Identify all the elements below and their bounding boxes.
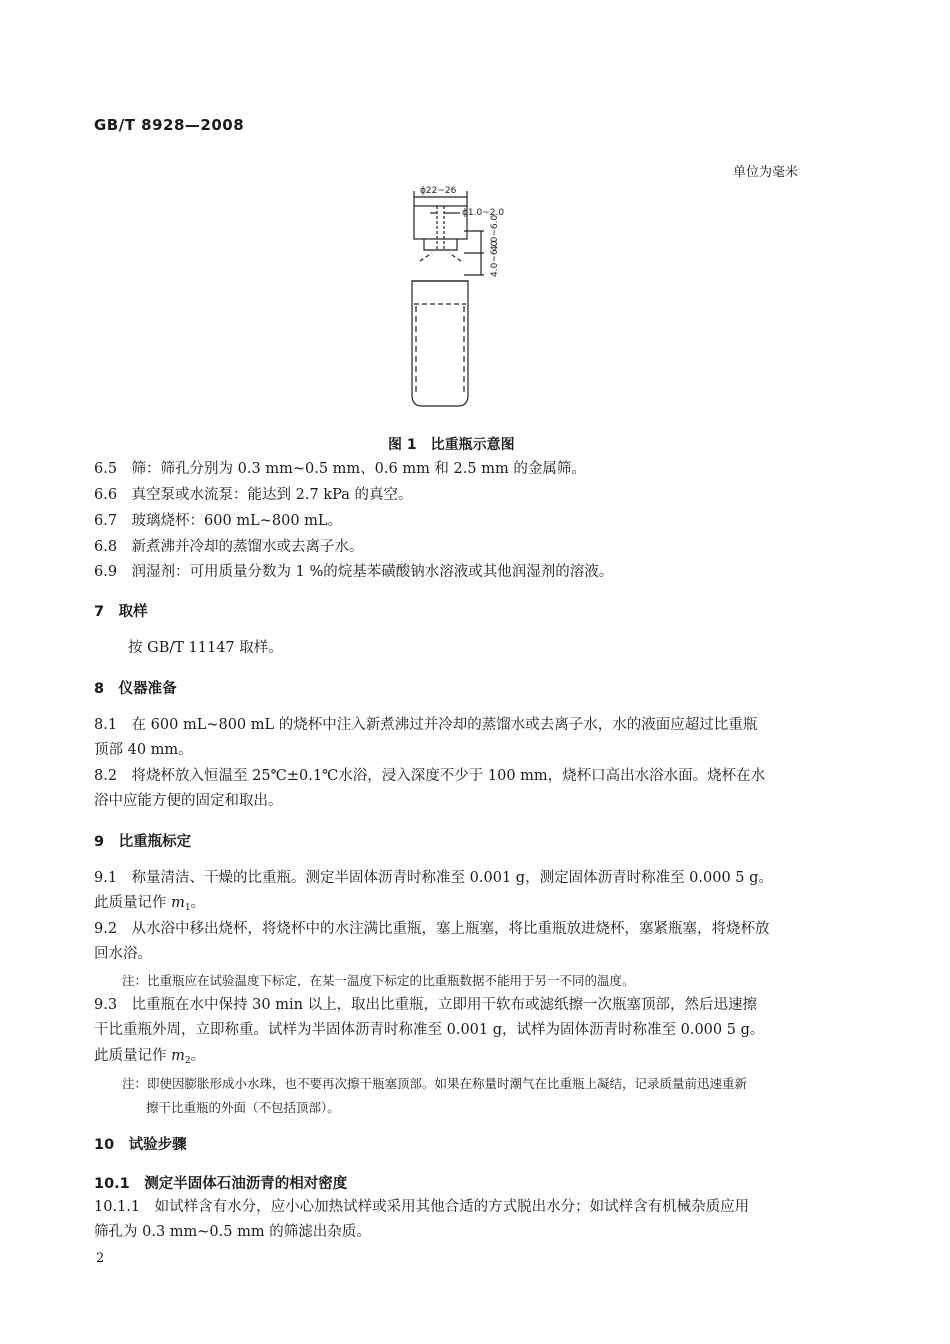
clause-9-3-a: 9.3 比重瓶在水中保持 30 min 以上，取出比重瓶，立即用干软布或滤纸擦一次瓶塞顶部，然后迅速擦 (94, 997, 758, 1013)
period: 。 (190, 1048, 206, 1064)
heading-7: 7 取样 (94, 604, 148, 620)
standard-code: GB/T 8928—2008 (94, 116, 245, 134)
clause-9-3-c (94, 1047, 205, 1070)
mass-var-m2: m (171, 1048, 185, 1064)
dim-height-b: 4.0~6.0 (490, 240, 500, 277)
clause-6-7: 6.7 玻璃烧杯：600 mL~800 mL。 (94, 513, 343, 529)
clause-7-text: 按 GB/T 11147 取样。 (128, 640, 283, 656)
clause-9-3-b: 干比重瓶外周，立即称重。试样为半固体沥青时称准至 0.001 g，试样为固体沥青时称准至 0.000 5 g。 (94, 1022, 765, 1038)
mass-sub-1: 1 (184, 903, 191, 913)
clause-10-1-1-a: 10.1.1 如试样含有水分，应小心加热试样或采用其他合适的方式脱出水分；如试样含有机械杂质应用 (94, 1199, 750, 1215)
clause-6-8: 6.8 新煮沸并冷却的蒸馏水或去离子水。 (94, 539, 364, 555)
clause-9-1-b-text: 此质量记作 (94, 895, 172, 911)
note-2-b: 擦干比重瓶的外面（不包括顶部）。 (146, 1100, 340, 1115)
clause-9-2-a: 9.2 从水浴中移出烧杯，将烧杯中的水注满比重瓶，塞上瓶塞，将比重瓶放进烧杯，塞紧瓶塞，将烧杯放 (94, 921, 770, 937)
clause-8-1-b: 顶部 40 mm。 (94, 742, 193, 758)
clause-6-5: 6.5 筛：筛孔分别为 0.3 mm~0.5 mm、0.6 mm 和 2.5 mm 的金属筛。 (94, 461, 586, 477)
figure-caption: 图 1 比重瓶示意图 (388, 437, 515, 453)
dim-height-a: 4.0~6.0 (490, 214, 500, 251)
dim-hole-diameter: ϕ1.0~2.0 (462, 208, 505, 218)
heading-8: 8 仪器准备 (94, 681, 177, 697)
mass-sub-2: 2 (184, 1056, 191, 1066)
dim-cap-diameter: ϕ22~26 (420, 186, 457, 196)
pycnometer-figure (400, 183, 540, 413)
mass-var-m1: m (171, 895, 185, 911)
heading-10: 10 试验步骤 (94, 1137, 187, 1153)
clause-8-2-b: 浴中应能方便的固定和取出。 (94, 793, 283, 809)
clause-9-2-b: 回水浴。 (94, 946, 152, 962)
note-1: 注：比重瓶应在试验温度下标定，在某一温度下标定的比重瓶数据不能用于另一不同的温度。 (122, 973, 635, 988)
clause-8-2-a: 8.2 将烧杯放入恒温至 25℃±0.1℃水浴，浸入深度不少于 100 mm，烧杯口高出水浴水面。烧杯在水 (94, 768, 766, 784)
clause-9-1-a: 9.1 称量清洁、干燥的比重瓶。测定半固体沥青时称准至 0.001 g，测定固体沥青时称准至 0.000 5 g。 (94, 870, 773, 886)
clause-8-1-a: 8.1 在 600 mL~800 mL 的烧杯中注入新煮沸过并冷却的蒸馏水或去离子水，水的液面应超过比重瓶 (94, 717, 758, 733)
clause-10-1-1-b: 筛孔为 0.3 mm~0.5 mm 的筛滤出杂质。 (94, 1224, 371, 1240)
page-number: 2 (96, 1251, 105, 1266)
clause-9-1-b (94, 894, 205, 917)
period: 。 (190, 895, 206, 911)
clause-9-3-c-text: 此质量记作 (94, 1048, 172, 1064)
clause-6-9: 6.9 润湿剂：可用质量分数为 1 %的烷基苯磺酸钠水溶液或其他润湿剂的溶液。 (94, 564, 614, 580)
heading-10-1: 10.1 测定半固体石油沥青的相对密度 (94, 1176, 348, 1192)
heading-9: 9 比重瓶标定 (94, 834, 192, 850)
clause-6-6: 6.6 真空泵或水流泵：能达到 2.7 kPa 的真空。 (94, 487, 413, 503)
note-2-a: 注：即使因膨胀形成小水珠，也不要再次擦干瓶塞顶部。如果在称量时潮气在比重瓶上凝结，记录质量前迅速重新 (122, 1076, 748, 1091)
unit-note: 单位为毫米 (733, 165, 799, 180)
